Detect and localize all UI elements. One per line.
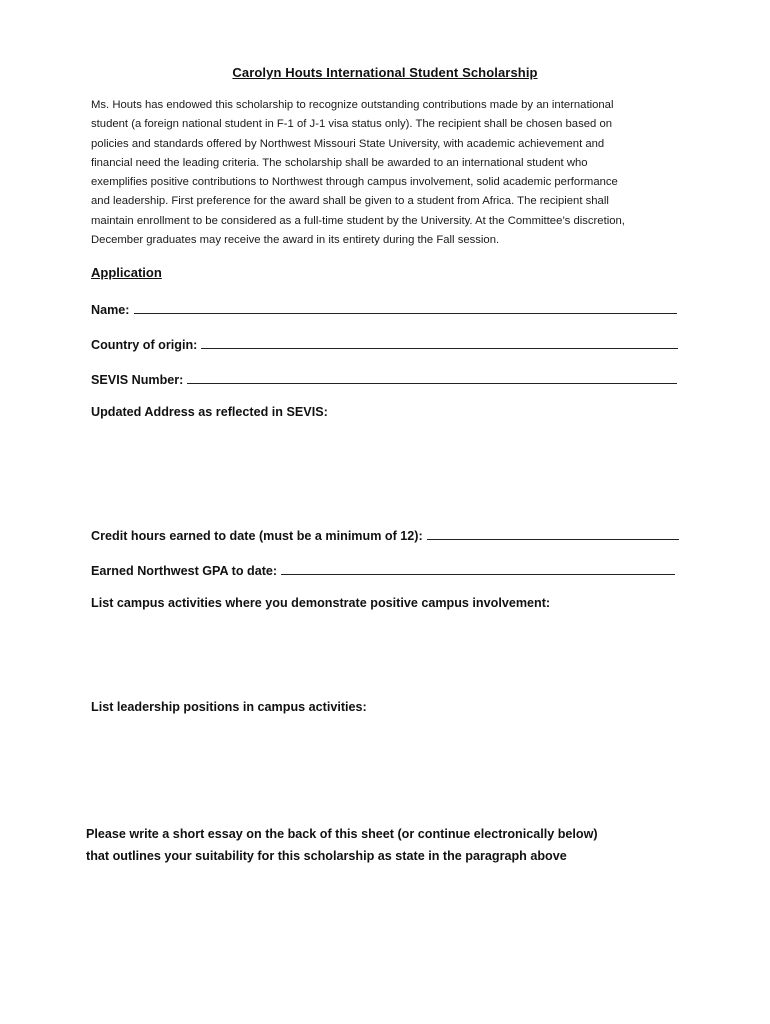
- application-heading: Application: [91, 265, 162, 280]
- intro-line: Ms. Houts has endowed this scholarship to recognize outstanding contributions made by an international: [91, 99, 614, 111]
- intro-line: and leadership. First preference for the award shall be given to a student from Africa. The recipient shall: [91, 195, 609, 208]
- activities-label: List campus activities where you demonstrate positive campus involvement:: [91, 596, 551, 610]
- name-field[interactable]: [134, 301, 678, 314]
- intro-line: exemplifies positive contributions to Northwest through campus involvement, solid academic performance: [91, 176, 618, 189]
- gpa-row: [91, 560, 675, 578]
- name-label: Name:: [91, 303, 130, 317]
- essay-line: that outlines your suitability for this scholarship as state in the paragraph above: [86, 849, 567, 863]
- leadership-label: List leadership positions in campus activities:: [91, 700, 367, 714]
- address-label: Updated Address as reflected in SEVIS:: [91, 405, 328, 419]
- document-title: Carolyn Houts International Student Scholarship: [232, 65, 538, 80]
- intro-line: student (a foreign national student in F-1 of J-1 visa status only). The recipient shall be chosen based on: [91, 118, 613, 131]
- sevis-row: [91, 369, 677, 387]
- essay-instructions: [86, 823, 598, 867]
- intro-line: maintain enrollment to be considered as a full-time student by the University. At the Committee’s discretion,: [91, 214, 625, 227]
- name-row: [91, 299, 677, 317]
- country-label: Country of origin:: [91, 338, 198, 352]
- essay-line: Please write a short essay on the back of this sheet (or continue electronically below): [86, 827, 598, 841]
- country-field[interactable]: [201, 336, 678, 349]
- credit-hours-row: [91, 525, 679, 543]
- gpa-label: Earned Northwest GPA to date:: [91, 564, 278, 578]
- intro-paragraph: [91, 96, 683, 250]
- sevis-number-field[interactable]: [187, 371, 677, 384]
- country-row: [91, 334, 678, 352]
- gpa-field[interactable]: [281, 562, 675, 575]
- credit-hours-label: Credit hours earned to date (must be a minimum of 12):: [91, 529, 423, 543]
- intro-line: policies and standards offered by Northwest Missouri State University, with academic achievement and: [91, 137, 605, 150]
- sevis-label: SEVIS Number:: [91, 373, 184, 387]
- intro-line: financial need the leading criteria. The scholarship shall be awarded to an international student who: [91, 156, 588, 169]
- intro-line: December graduates may receive the award in its entirety during the Fall session.: [91, 234, 500, 247]
- credit-hours-field[interactable]: [427, 527, 679, 540]
